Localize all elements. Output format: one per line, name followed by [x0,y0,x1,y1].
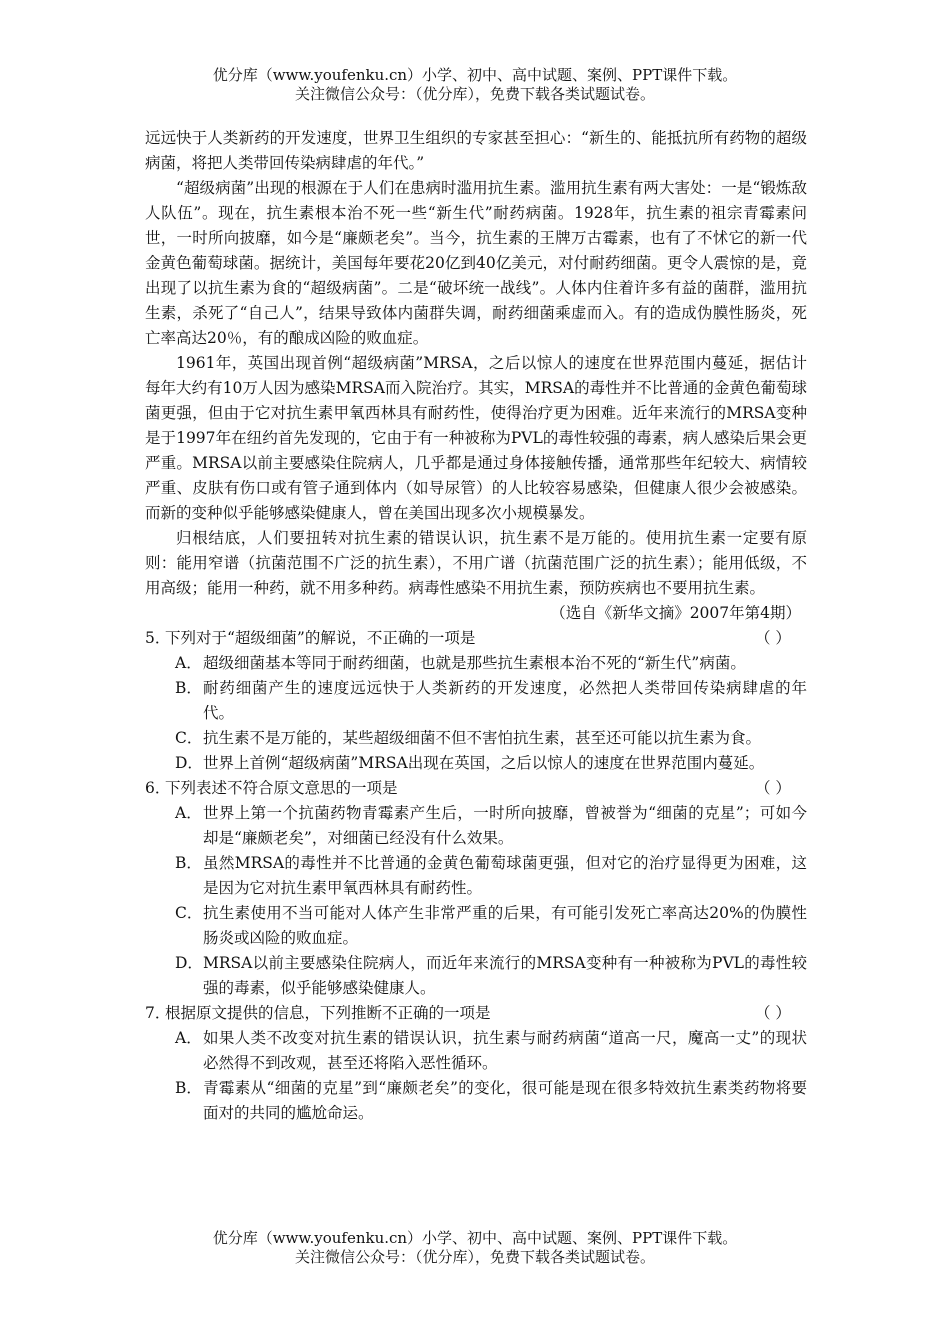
footer-line-2: 关注微信公众号：（优分库），免费下载各类试题试卷。 [294,1248,655,1266]
option-b [145,851,807,901]
question-stem: 下列对于“超级细菌”的解说，不正确的一项是 [165,629,476,647]
page-header [0,66,950,104]
question-number: 6． [145,779,171,797]
question-number: 7． [145,1004,171,1022]
answer-blank: （ ） [755,629,791,647]
option-d [145,751,807,776]
option-label: B． [175,1079,202,1097]
option-text: 世界上首例“超级病菌”MRSA出现在英国，之后以惊人的速度在世界范围内蔓延。 [203,754,765,772]
option-c [145,726,807,751]
option-a [145,801,807,851]
question-7 [145,1001,807,1126]
question-5 [145,626,807,776]
option-label: A． [175,654,202,672]
option-text: 抗生素不是万能的，某些超级细菌不但不害怕抗生素，甚至还可能以抗生素为食。 [203,729,762,747]
option-text: 世界上第一个抗菌药物青霉素产生后，一时所向披靡，曾被誉为“细菌的克星”；可如今却是“廉颇老矣”，对细菌已经没有什么效果。 [203,804,807,847]
question-stem: 下列表述不符合原文意思的一项是 [165,779,398,797]
header-line-2: 关注微信公众号：（优分库），免费下载各类试题试卷。 [294,85,655,103]
passage-paragraph: 远远快于人类新药的开发速度，世界卫生组织的专家甚至担心：“新生的、能抵抗所有药物的超级病菌，将把人类带回传染病肆虐的年代。” [145,129,807,172]
option-a [145,651,807,676]
header-line-1: 优分库（www.youfenku.cn）小学、初中、高中试题、案例、PPT课件下载。 [212,66,738,84]
content [145,126,807,1126]
option-text: 如果人类不改变对抗生素的错误认识，抗生素与耐药病菌“道高一尺，魔高一丈”的现状必然得不到改观，甚至还将陷入恶性循环。 [203,1029,807,1072]
option-text: 虽然MRSA的毒性并不比普通的金黄色葡萄球菌更强，但对它的治疗显得更为困难，这是因为它对抗生素甲氧西林具有耐药性。 [203,854,807,897]
question-number: 5． [145,629,171,647]
option-label: D． [175,754,203,772]
option-label: B． [175,854,202,872]
option-label: B． [175,679,202,697]
answer-blank: （ ） [755,779,791,797]
passage-paragraph: 1961年，英国出现首例“超级病菌”MRSA，之后以惊人的速度在世界范围内蔓延，据估计每年大约有10万人因为感染MRSA而入院治疗。其实，MRSA的毒性并不比普通的金黄色葡萄球菌更强，但由于它对抗生素甲氧西林具有耐药性，使得治疗更为困难。近年来流行的MRSA变种是于1997年在纽约首先发现的，它由于有一种被称为PVL的毒性较强的毒素，病人感染后果会更严重。MRSA以前主要感染住院病人，几乎都是通过身体接触传播，通常那些年纪较大、病情较严重、皮肤有伤口或有管子通到体内（如导尿管）的人比较容易感染，但健康人很少会被感染。而新的变种似乎能够感染健康人，曾在美国出现多次小规模暴发。 [145,354,807,522]
footer-line-1: 优分库（www.youfenku.cn）小学、初中、高中试题、案例、PPT课件下载。 [212,1229,738,1247]
option-text: 超级细菌基本等同于耐药细菌，也就是那些抗生素根本治不死的“新生代”病菌。 [203,654,746,672]
option-a [145,1026,807,1076]
source-citation: （选自《新华文摘》2007年第4期） [550,604,801,622]
option-label: C． [175,729,203,747]
option-label: A． [175,1029,202,1047]
question-stem: 根据原文提供的信息，下列推断不正确的一项是 [165,1004,491,1022]
option-b [145,1076,807,1126]
option-text: 耐药细菌产生的速度远远快于人类新药的开发速度，必然把人类带回传染病肆虐的年代。 [203,679,807,722]
option-label: A． [175,804,202,822]
option-text: 抗生素使用不当可能对人体产生非常严重的后果，有可能引发死亡率高达20%的伪膜性肠炎或凶险的败血症。 [203,904,807,947]
question-6 [145,776,807,1001]
passage-paragraph: 归根结底，人们要扭转对抗生素的错误认识，抗生素不是万能的。使用抗生素一定要有原则：能用窄谱（抗菌范围不广泛的抗生素），不用广谱（抗菌范围广泛的抗生素）；能用低级，不用高级；能用一种药，就不用多种药。病毒性感染不用抗生素，预防疾病也不要用抗生素。 [145,529,807,597]
passage-paragraph: “超级病菌”出现的根源在于人们在患病时滥用抗生素。滥用抗生素有两大害处：一是“锻炼敌人队伍”。现在，抗生素根本治不死一些“新生代”耐药病菌。1928年，抗生素的祖宗青霉素问世，一时所向披靡，如今是“廉颇老矣”。当今，抗生素的王牌万古霉素，也有了不怵它的新一代金黄色葡萄球菌。据统计，美国每年要花20亿到40亿美元，对付耐药细菌。更令人震惊的是，竟出现了以抗生素为食的“超级病菌”。二是“破坏统一战线”。人体内住着许多有益的菌群，滥用抗生素，杀死了“自己人”，结果导致体内菌群失调，耐药细菌乘虚而入。有的造成伪膜性肠炎，死亡率高达20％，有的酿成凶险的败血症。 [145,179,807,347]
option-text: MRSA以前主要感染住院病人，而近年来流行的MRSA变种有一种被称为PVL的毒性较强的毒素，似乎能够感染健康人。 [203,954,807,997]
option-label: C． [175,904,203,922]
option-b [145,676,807,726]
option-c [145,901,807,951]
option-label: D． [175,954,203,972]
option-text: 青霉素从“细菌的克星”到“廉颇老矣”的变化，很可能是现在很多特效抗生素类药物将要面对的共同的尴尬命运。 [203,1079,807,1122]
answer-blank: （ ） [755,1004,791,1022]
option-d [145,951,807,1001]
page-footer [0,1229,950,1267]
